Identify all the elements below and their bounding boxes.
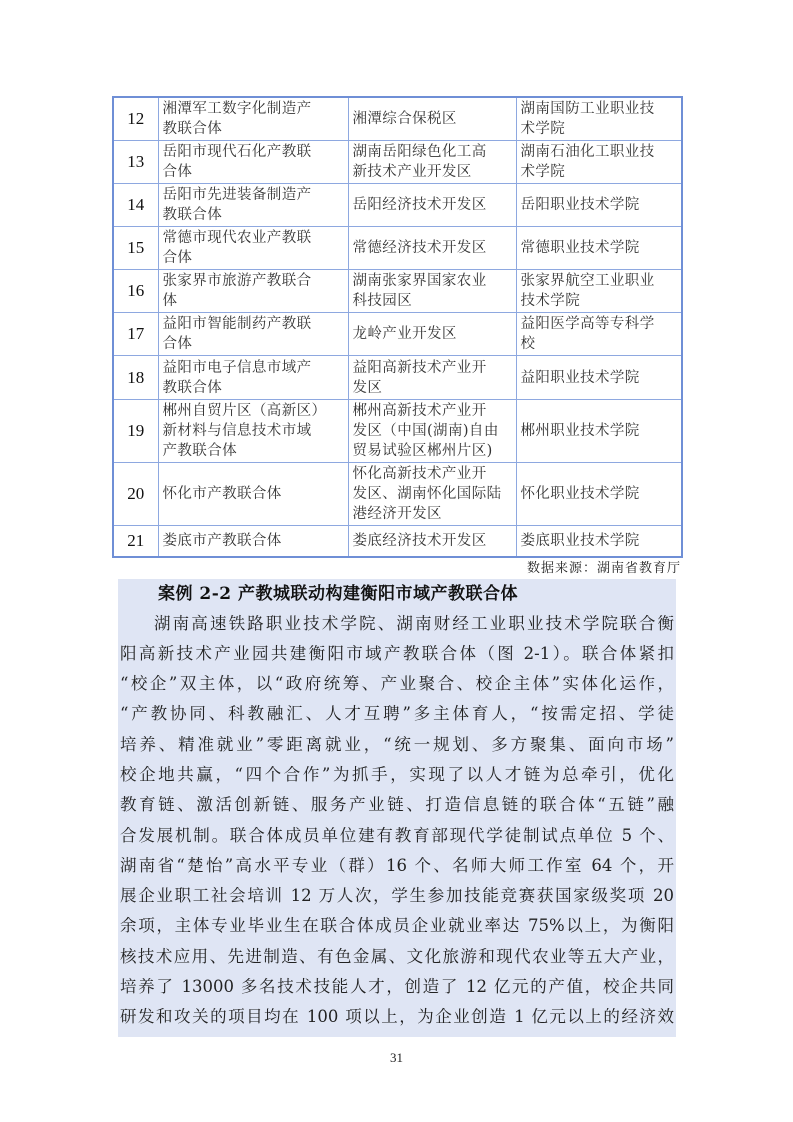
row-number: 12 [113,97,158,141]
lead-school: 怀化职业技术学院 [516,463,682,526]
row-number: 17 [113,313,158,356]
industrial-park: 湘潭综合保税区 [348,97,516,141]
row-number: 13 [113,141,158,184]
industrial-park: 湖南岳阳绿色化工高 新技术产业开发区 [348,141,516,184]
row-number: 19 [113,400,158,463]
alliance-name: 郴州自贸片区（高新区） 新材料与信息技术市域 产教联合体 [158,400,348,463]
table-row [113,313,682,356]
table-row [113,526,682,557]
body-line: 展企业职工社会培训 12 万人次，学生参加技能竞赛获国家级奖项 20 [120,886,674,906]
body-line: 湖南省“楚怡”高水平专业（群）16 个、名师大师工作室 64 个，开 [120,855,674,875]
table-row [113,400,682,463]
table-row [113,141,682,184]
alliance-name: 常德市现代农业产教联 合体 [158,227,348,270]
table-row [113,463,682,526]
industrial-park: 常德经济技术开发区 [348,227,516,270]
body-line: 合发展机制。联合体成员单位建有教育部现代学徒制试点单位 5 个、 [120,825,674,845]
body-line: 余项，主体专业毕业生在联合体成员企业就业率达 75%以上，为衡阳 [120,916,674,936]
lead-school: 张家界航空工业职业 技术学院 [516,270,682,313]
alliance-table [112,96,683,558]
alliance-name: 岳阳市先进装备制造产 教联合体 [158,184,348,227]
industrial-park: 益阳高新技术产业开 发区 [348,356,516,400]
lead-school: 益阳医学高等专科学 校 [516,313,682,356]
alliance-name: 张家界市旅游产教联合 体 [158,270,348,313]
body-line: 湖南高速铁路职业技术学院、湖南财经工业职业技术学院联合衡 [154,613,674,633]
industrial-park: 岳阳经济技术开发区 [348,184,516,227]
alliance-name: 岳阳市现代石化产教联 合体 [158,141,348,184]
row-number: 16 [113,270,158,313]
lead-school: 常德职业技术学院 [516,227,682,270]
table-row [113,270,682,313]
body-line: 培养了 13000 多名技术技能人才，创造了 12 亿元的产值，校企共同 [120,977,674,997]
lead-school: 岳阳职业技术学院 [516,184,682,227]
body-line: 核技术应用、先进制造、有色金属、文化旅游和现代农业等五大产业， [120,946,674,966]
row-number: 21 [113,526,158,557]
industrial-park: 怀化高新技术产业开 发区、湖南怀化国际陆 港经济开发区 [348,463,516,526]
table-source-note: 数据来源：湖南省教育厅 [526,560,681,576]
row-number: 14 [113,184,158,227]
case-box [118,579,676,1037]
lead-school: 湖南国防工业职业技 术学院 [516,97,682,141]
body-line: 校企地共赢，“四个合作”为抓手，实现了以人才链为总牵引，优化 [120,764,674,784]
industrial-park: 郴州高新技术产业开 发区（中国(湖南)自由 贸易试验区郴州片区) [348,400,516,463]
row-number: 20 [113,463,158,526]
lead-school: 湖南石油化工职业技 术学院 [516,141,682,184]
alliance-name: 湘潭军工数字化制造产 教联合体 [158,97,348,141]
body-line: 阳高新技术产业园共建衡阳市域产教联合体（图 2-1）。联合体紧扣 [120,643,674,663]
industrial-park: 湖南张家界国家农业 科技园区 [348,270,516,313]
body-line: “产教协同、科教融汇、人才互聘”多主体育人，“按需定招、学徒 [120,704,674,724]
lead-school: 益阳职业技术学院 [516,356,682,400]
lead-school: 郴州职业技术学院 [516,400,682,463]
body-line: 教育链、激活创新链、服务产业链、打造信息链的联合体“五链”融 [120,795,674,815]
industrial-park: 娄底经济技术开发区 [348,526,516,557]
alliance-name: 益阳市电子信息市域产 教联合体 [158,356,348,400]
case-body [118,609,676,1033]
body-line: 培养、精准就业”零距离就业，“统一规划、多方聚集、面向市场” [120,734,674,754]
alliance-name: 娄底市产教联合体 [158,526,348,557]
table-row [113,356,682,400]
table-row [113,97,682,141]
row-number: 18 [113,356,158,400]
table-row [113,227,682,270]
body-line: 研发和攻关的项目均在 100 项以上，为企业创造 1 亿元以上的经济效 [120,1007,674,1027]
alliance-name: 益阳市智能制药产教联 合体 [158,313,348,356]
table-row [113,184,682,227]
lead-school: 娄底职业技术学院 [516,526,682,557]
row-number: 15 [113,227,158,270]
case-title: 案例 2-2 产教城联动构建衡阳市域产教联合体 [158,583,519,604]
page-number: 31 [390,1049,403,1065]
industrial-park: 龙岭产业开发区 [348,313,516,356]
body-line: “校企”双主体，以“政府统筹、产业聚合、校企主体”实体化运作， [120,674,674,694]
alliance-name: 怀化市产教联合体 [158,463,348,526]
